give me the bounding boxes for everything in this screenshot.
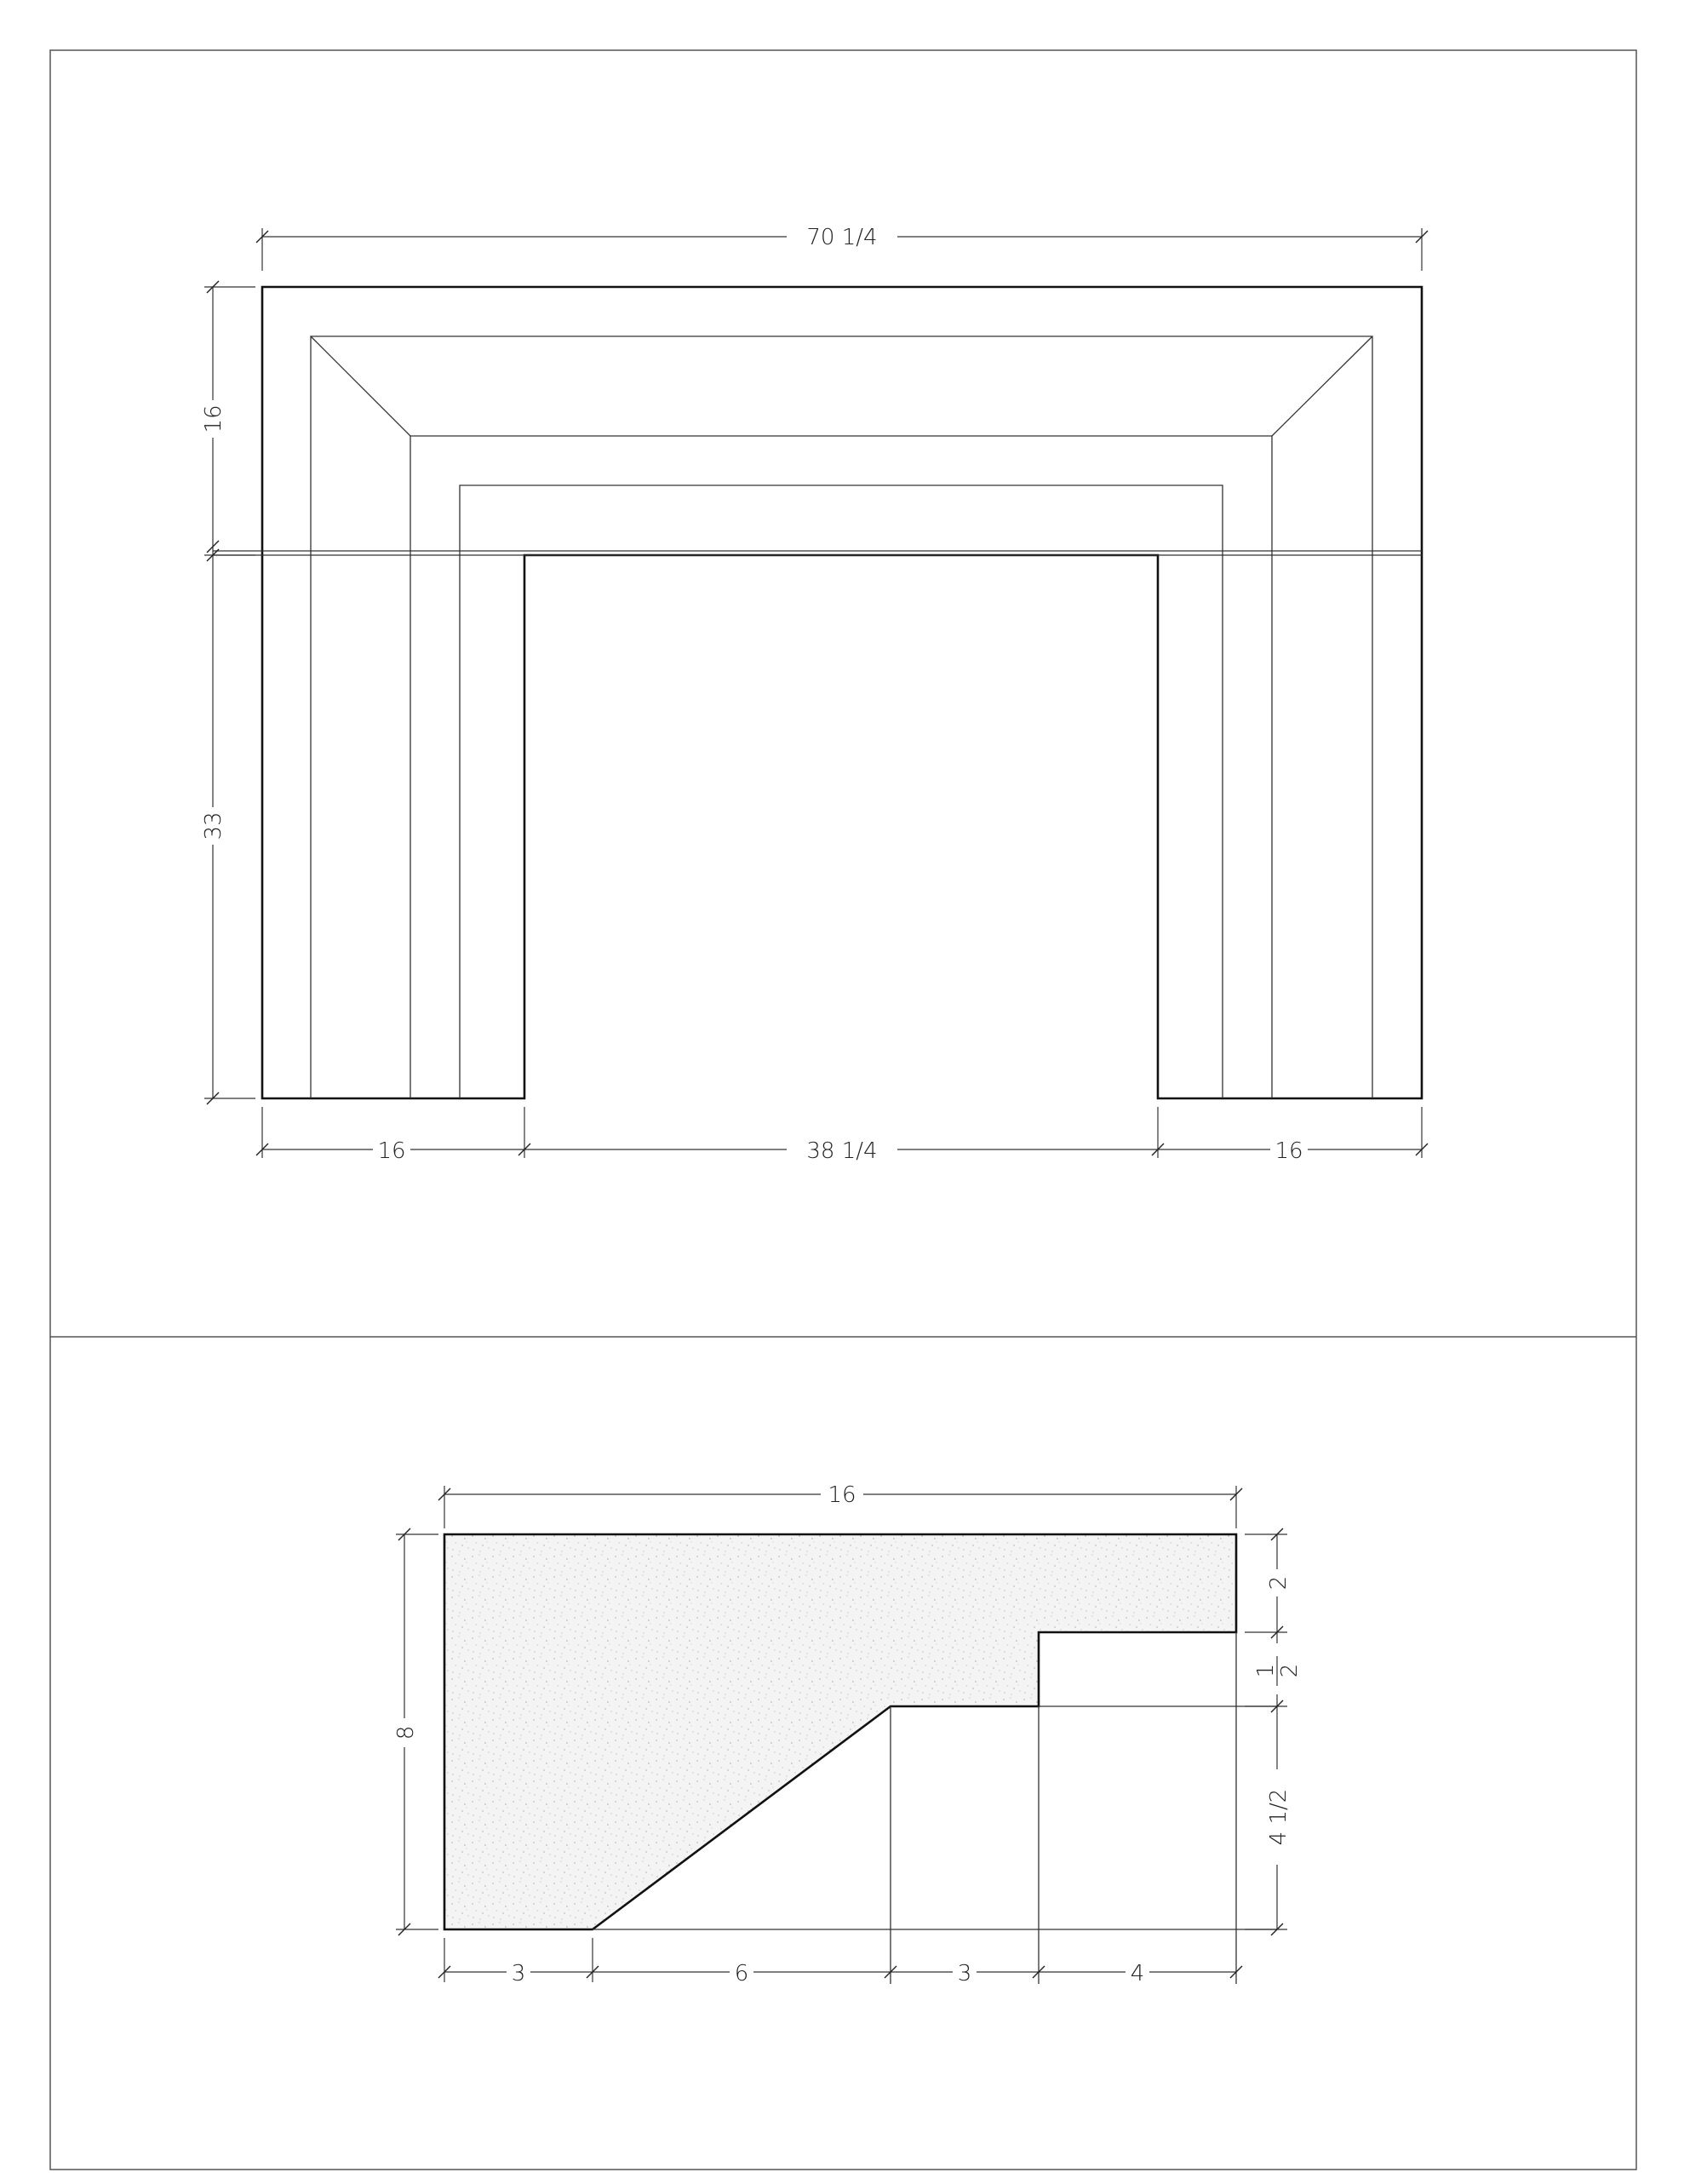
elevation-view [199, 221, 1428, 1164]
label-section-height: 8 [393, 1725, 419, 1740]
moulding-line-3 [460, 485, 1223, 1098]
section-profile [444, 1534, 1236, 1929]
dim-left-heights [199, 281, 255, 1104]
dim-section-segments [438, 1938, 1242, 1986]
moulding-line-1 [311, 336, 1372, 1098]
sheet-border [50, 50, 1636, 2170]
label-seg-1: 3 [511, 1961, 526, 1986]
dim-overall-width [256, 221, 1428, 271]
label-rise-bottom: 4 1/2 [1266, 1788, 1292, 1846]
label-opening-width: 38 1/4 [806, 1138, 878, 1164]
label-section-width: 16 [828, 1482, 856, 1508]
miter-right [1272, 336, 1372, 436]
label-opening-height: 33 [201, 811, 226, 840]
dim-bottom-widths [256, 1107, 1428, 1164]
miter-left [311, 336, 410, 436]
section-view [392, 1480, 1303, 1986]
label-rise-mid-b: 2 [1277, 1663, 1303, 1678]
dim-section-width [438, 1480, 1242, 1528]
label-seg-3: 3 [957, 1961, 972, 1986]
label-leg-width-left: 16 [377, 1138, 406, 1164]
label-seg-4: 4 [1130, 1961, 1145, 1986]
label-overall-width: 70 1/4 [806, 225, 878, 250]
dim-section-height [392, 1528, 438, 1935]
label-seg-2: 6 [734, 1961, 749, 1986]
moulding-line-2 [410, 436, 1272, 1098]
label-rise-mid-a: 1 [1253, 1663, 1279, 1678]
label-rise-top: 2 [1266, 1575, 1292, 1591]
label-leg-width-right: 16 [1274, 1138, 1303, 1164]
label-header-height: 16 [201, 404, 226, 433]
elevation-outline [262, 287, 1422, 1098]
dim-section-rises [1245, 1528, 1303, 1935]
